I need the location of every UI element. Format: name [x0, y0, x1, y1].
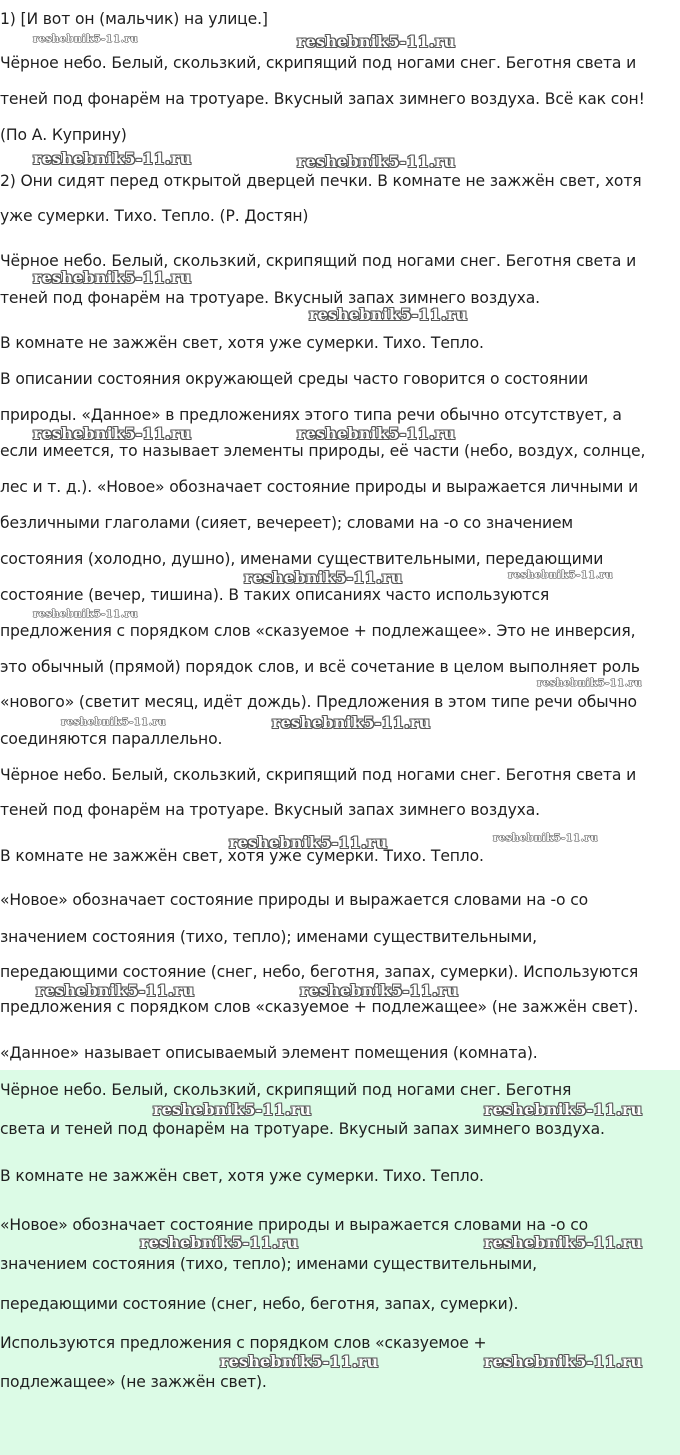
answer-text-line: значением состояния (тихо, тепло); именами существительными, — [0, 1255, 537, 1273]
text-line: «Новое» обозначает состояние природы и выражается словами на -о со — [0, 891, 589, 909]
watermark-stamp: reshebnik5-11.ru — [220, 1352, 379, 1371]
text-line: уже сумерки. Тихо. Тепло. (Р. Достян) — [0, 207, 309, 225]
answer-text-line: света и теней под фонарём на тротуаре. Вкусный запах зимнего воздуха. — [0, 1120, 605, 1138]
answer-text-line: Используются предложения с порядком слов «сказуемое + — [0, 1334, 487, 1352]
text-line: предложения с порядком слов «сказуемое + подлежащее» (не зажжён свет). — [0, 998, 639, 1016]
watermark-stamp: reshebnik5-11.ru — [297, 32, 456, 51]
text-line: если имеется, то называет элементы природы, её части (небо, воздух, солнце, — [0, 442, 646, 460]
watermark-stamp: reshebnik5-11.ru — [300, 981, 459, 1000]
watermark-stamp: reshebnik5-11.ru — [484, 1352, 643, 1371]
text-line: теней под фонарём на тротуаре. Вкусный запах зимнего воздуха. — [0, 801, 540, 819]
watermark-stamp: reshebnik5-11.ru — [484, 1233, 643, 1252]
watermark-stamp: reshebnik5-11.ru — [61, 716, 166, 728]
text-line: 1) [И вот он (мальчик) на улице.] — [0, 10, 268, 28]
text-line: В комнате не зажжён свет, хотя уже сумерки. Тихо. Тепло. — [0, 334, 484, 352]
watermark-stamp: reshebnik5-11.ru — [33, 149, 192, 168]
answer-text-line: «Новое» обозначает состояние природы и выражается словами на -о со — [0, 1216, 589, 1234]
watermark-stamp: reshebnik5-11.ru — [493, 832, 598, 844]
watermark-stamp: reshebnik5-11.ru — [33, 608, 138, 620]
text-line: «нового» (светит месяц, идёт дождь). Предложения в этом типе речи обычно — [0, 693, 637, 711]
watermark-stamp: reshebnik5-11.ru — [33, 424, 192, 443]
text-line: теней под фонарём на тротуаре. Вкусный запах зимнего воздуха. — [0, 289, 540, 307]
text-line: состояния (холодно, душно), именами существительными, передающими — [0, 550, 604, 568]
text-line: передающими состояние (снег, небо, беготня, запах, сумерки). Используются — [0, 963, 639, 981]
watermark-stamp: reshebnik5-11.ru — [153, 1100, 312, 1119]
text-line: Чёрное небо. Белый, скользкий, скрипящий под ногами снег. Беготня света и — [0, 252, 637, 270]
watermark-stamp: reshebnik5-11.ru — [33, 268, 192, 287]
watermark-stamp: reshebnik5-11.ru — [297, 152, 456, 171]
text-line: (По А. Куприну) — [0, 126, 127, 144]
text-line: состояние (вечер, тишина). В таких описаниях часто используются — [0, 586, 550, 604]
answer-text-line: передающими состояние (снег, небо, беготня, запах, сумерки). — [0, 1295, 519, 1313]
text-line: Чёрное небо. Белый, скользкий, скрипящий под ногами снег. Беготня света и — [0, 54, 637, 72]
watermark-stamp: reshebnik5-11.ru — [272, 713, 431, 732]
text-line: соединяются параллельно. — [0, 730, 223, 748]
text-line: теней под фонарём на тротуаре. Вкусный запах зимнего воздуха. Всё как сон! — [0, 90, 645, 108]
watermark-stamp: reshebnik5-11.ru — [36, 981, 195, 1000]
text-line: предложения с порядком слов «сказуемое + подлежащее». Это не инверсия, — [0, 622, 636, 640]
text-line: это обычный (прямой) порядок слов, и всё сочетание в целом выполняет роль — [0, 658, 640, 676]
text-line: В комнате не зажжён свет, хотя уже сумерки. Тихо. Тепло. — [0, 847, 484, 865]
watermark-stamp: reshebnik5-11.ru — [309, 305, 468, 324]
watermark-stamp: reshebnik5-11.ru — [229, 833, 388, 852]
text-line: природы. «Данное» в предложениях этого типа речи обычно отсутствует, а — [0, 406, 622, 424]
watermark-stamp: reshebnik5-11.ru — [33, 33, 138, 45]
answer-text-line: Чёрное небо. Белый, скользкий, скрипящий под ногами снег. Беготня — [0, 1081, 572, 1099]
watermark-stamp: reshebnik5-11.ru — [244, 568, 403, 587]
watermark-stamp: reshebnik5-11.ru — [537, 677, 642, 689]
text-line: значением состояния (тихо, тепло); именами существительными, — [0, 928, 537, 946]
text-line: «Данное» называет описываемый элемент помещения (комната). — [0, 1044, 538, 1062]
answer-text-line: подлежащее» (не зажжён свет). — [0, 1373, 267, 1391]
watermark-stamp: reshebnik5-11.ru — [297, 424, 456, 443]
watermark-stamp: reshebnik5-11.ru — [484, 1100, 643, 1119]
text-line: В описании состояния окружающей среды часто говорится о состоянии — [0, 370, 589, 388]
watermark-stamp: reshebnik5-11.ru — [508, 569, 613, 581]
text-line: Чёрное небо. Белый, скользкий, скрипящий под ногами снег. Беготня света и — [0, 766, 637, 784]
text-line: 2) Они сидят перед открытой дверцей печки. В комнате не зажжён свет, хотя — [0, 172, 642, 190]
text-line: лес и т. д.). «Новое» обозначает состояние природы и выражается личными и — [0, 478, 639, 496]
watermark-stamp: reshebnik5-11.ru — [140, 1233, 299, 1252]
text-line: безличными глаголами (сияет, вечереет); словами на -о со значением — [0, 514, 574, 532]
answer-text-line: В комнате не зажжён свет, хотя уже сумерки. Тихо. Тепло. — [0, 1167, 484, 1185]
